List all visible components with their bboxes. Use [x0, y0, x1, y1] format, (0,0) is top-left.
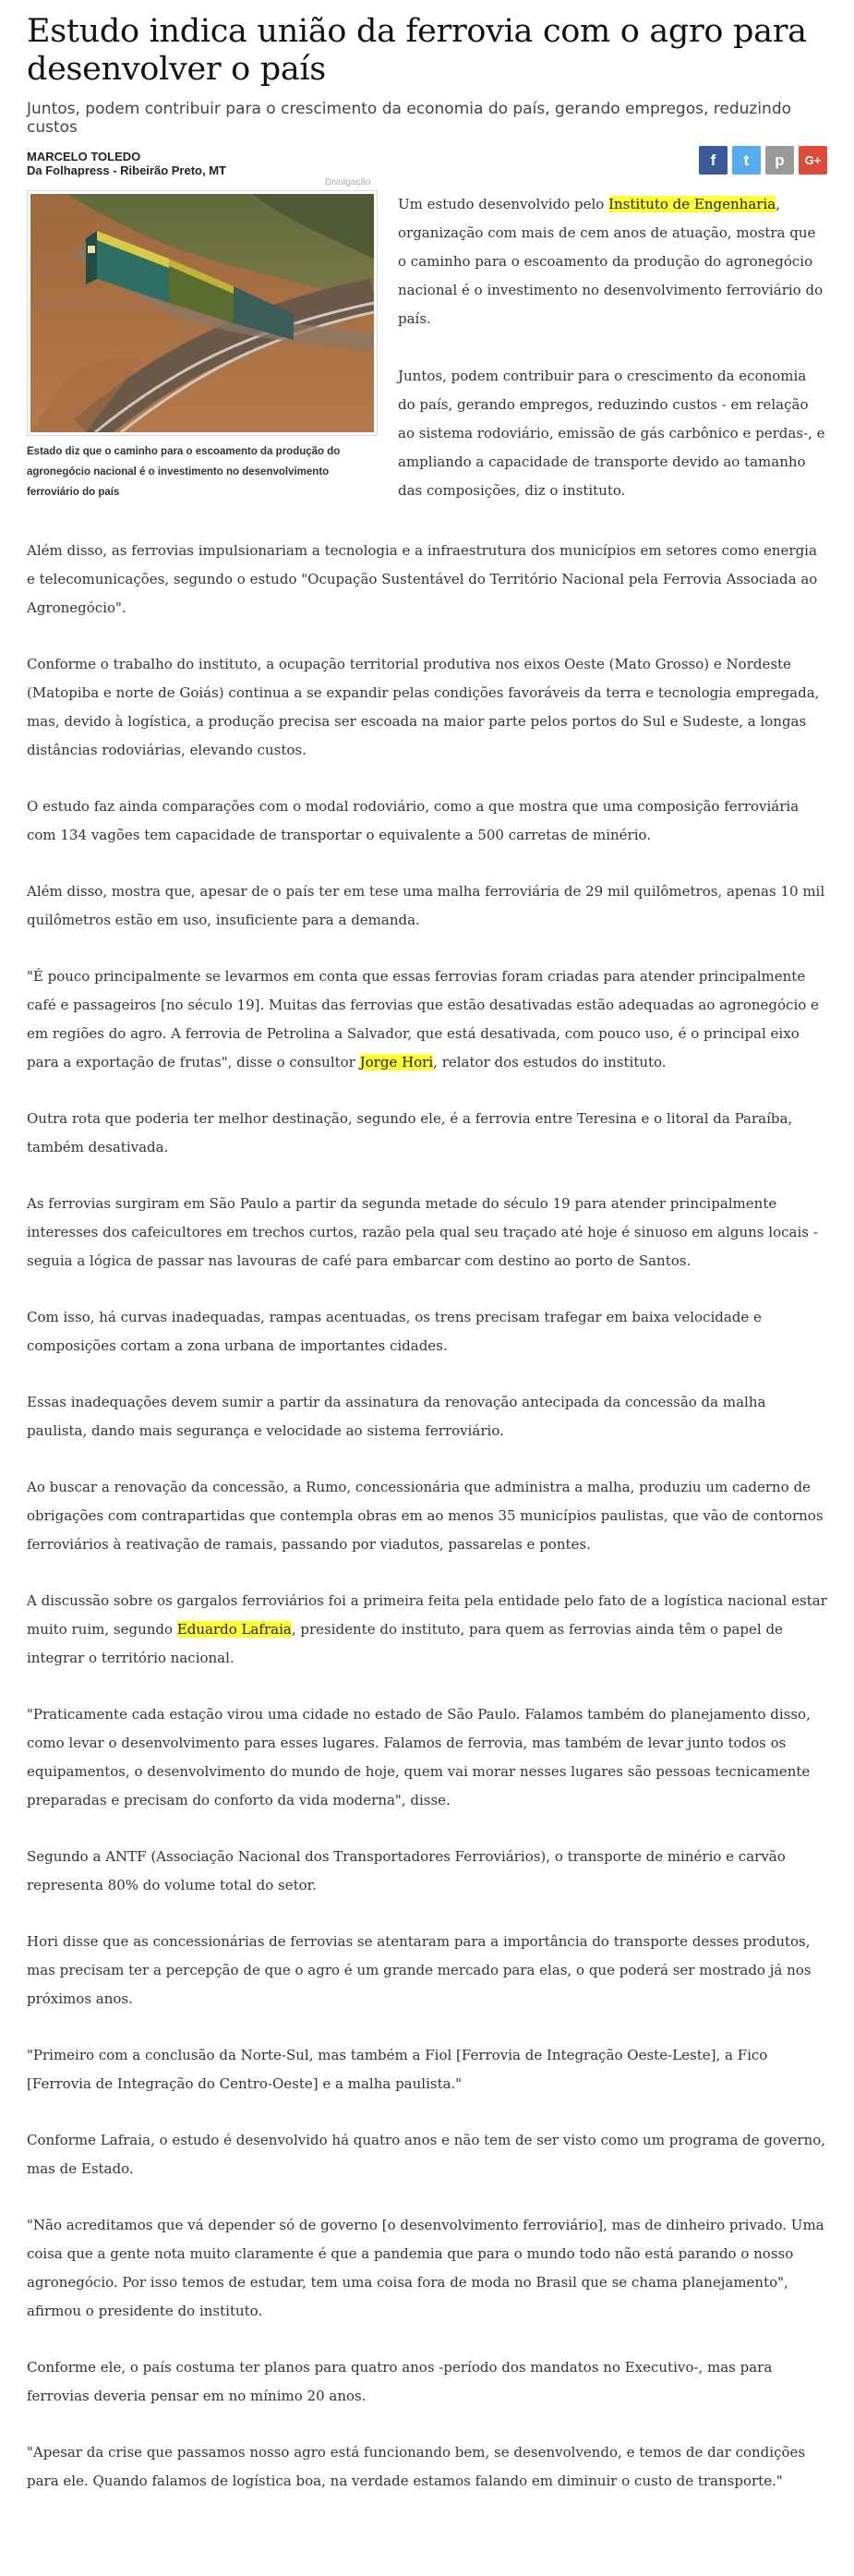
paragraph: Conforme o trabalho do instituto, a ocupação territorial produtiva nos eixos Oeste (Mato Grosso) e Nordeste (Matopiba e norte de Goiás) continua a se expandir pelas condições favoráveis da terra e tecnologia empregada, mas, devido à logística, a produção precisa ser escoada na maior parte pelos portos do Sul e Sudeste, a longas distâncias rodoviárias, elevando custos. — [27, 656, 820, 758]
paragraph: Hori disse que as concessionárias de ferrovias se atentaram para a importância do transporte desses produtos, mas precisam ter a percepção de que o agro é um grande mercado para elas, o que poderá ser mostrado já nos próximos anos. — [27, 1933, 812, 2007]
paragraph: Além disso, as ferrovias impulsionariam a tecnologia e a infraestrutura dos municípios em setores como energia e telecomunicações, segundo o estudo "Ocupação Sustentável do Território Nacional pela Ferrovia Associada ao Agronegócio". — [27, 542, 818, 616]
author-source: Da Folhapress - Ribeirão Preto, MT — [27, 163, 226, 177]
paragraph: Além disso, mostra que, apesar de o país ter em tese uma malha ferroviária de 29 mil quilômetros, apenas 10 mil quilômetros estão em uso, insuficiente para a demanda. — [27, 883, 825, 928]
article-title: Estudo indica união da ferrovia com o agro para desenvolver o país — [27, 13, 807, 88]
author-name: MARCELO TOLEDO — [27, 150, 141, 163]
highlight-eduardo-lafraia[interactable]: Eduardo Lafraia — [176, 1621, 292, 1638]
paragraph: Ao buscar a renovação da concessão, a Rumo, concessionária que administra a malha, produziu um caderno de obrigações com contrapartidas que contempla obras em ao menos 35 municípios paulistas, que vão de contornos ferroviários à reativação de ramais, passando por viadutos, passarelas e pontes. — [27, 1479, 824, 1553]
byline — [27, 150, 226, 177]
paragraph: A discussão sobre os gargalos ferroviários foi a primeira feita pela entidade pelo fato de a logística nacional estar muito ruim, segundo Eduardo Lafraia, presidente do instituto, para quem as ferrovias ainda têm o papel de integrar o território nacional. — [27, 1592, 827, 1666]
paragraph: "É pouco principalmente se levarmos em conta que essas ferrovias foram criadas para atender principalmente café e passageiros [no século 19]. Muitas das ferrovias que estão desativadas estão adequadas ao agronegócio e em regiões do agro. A ferrovia de Petrolina a Salvador, que está desativada, com pouco uso, é o principal eixo para a exportação de frutas", disse o consultor Jorge Hori, relator dos estudos do instituto. — [27, 968, 819, 1070]
train-photo — [27, 190, 378, 436]
lead-section — [27, 190, 827, 534]
train-illustration — [30, 194, 374, 432]
photo-credit: Divulgação — [325, 177, 371, 187]
print-icon[interactable]: p — [765, 146, 794, 175]
paragraph: Conforme Lafraia, o estudo é desenvolvido há quatro anos e não tem de ser visto como um programa de governo, mas de Estado. — [27, 2132, 826, 2177]
paragraph: Com isso, há curvas inadequadas, rampas acentuadas, os trens precisam trafegar em baixa velocidade e composições cortam a zona urbana de importantes cidades. — [27, 1309, 762, 1354]
paragraph: "Apesar da crise que passamos nosso agro está funcionando bem, se desenvolvendo, e temos de dar condições para ele. Quando falamos de logística boa, na verdade estamos falando em diminuir o custo de transporte." — [27, 2444, 806, 2489]
googleplus-share-icon[interactable]: G+ — [799, 146, 827, 175]
highlight-instituto[interactable]: Instituto de Engenharia — [608, 196, 776, 212]
paragraph: Conforme ele, o país costuma ter planos para quatro anos -período dos mandatos no Executivo-, mas para ferrovias deveria pensar em no mínimo 20 anos. — [27, 2359, 773, 2404]
paragraph: "Primeiro com a conclusão da Norte-Sul, mas também a Fiol [Ferrovia de Integração Oeste-Leste], a Fico [Ferrovia de Integração do Centro-Oeste] e a malha paulista." — [27, 2047, 768, 2092]
photo-caption: Estado diz que o caminho para o escoamento da produção do agronegócio nacional é o investimento no desenvolvimento ferroviário do país — [27, 446, 341, 498]
article-figure — [27, 190, 378, 534]
paragraph: As ferrovias surgiram em São Paulo a partir da segunda metade do século 19 para atender principalmente interesses dos cafeicultores em trechos curtos, razão pela qual seu traçado até hoje é sinuoso em alguns locais -seguia a lógica de passar nas lavouras de café para embarcar com destino ao porto de Santos. — [27, 1195, 818, 1269]
byline-row — [27, 150, 827, 190]
highlight-jorge-hori[interactable]: Jorge Hori — [359, 1054, 434, 1070]
article-subtitle: Juntos, podem contribuir para o crescimento da economia do país, gerando empregos, reduzindo custos — [27, 100, 792, 137]
paragraph: Segundo a ANTF (Associação Nacional dos Transportadores Ferroviários), o transporte de minério e carvão representa 80% do volume total do setor. — [27, 1848, 786, 1893]
twitter-share-icon[interactable]: t — [732, 146, 761, 175]
lead-text — [398, 190, 827, 534]
paragraph: "Praticamente cada estação virou uma cidade no estado de São Paulo. Falamos também do planejamento disso, como levar o desenvolvimento para esses lugares. Falamos de ferrovia, mas também de levar junto todos os equipamentos, o desenvolvimento do mundo de hoje, quem vai morar nesses lugares são pessoas tecnicamente preparadas e precisam do conforto da vida moderna", disse. — [27, 1706, 811, 1808]
article-body — [27, 537, 827, 2496]
paragraph: "Não acreditamos que vá depender só de governo [o desenvolvimento ferroviário], mas de dinheiro privado. Uma coisa que a gente nota muito claramente é que a pandemia que para o mundo todo não está parando o nosso agronegócio. Por isso temos de estudar, tem uma coisa fora de moda no Brasil que se chama planejamento", afirmou o presidente do instituto. — [27, 2217, 824, 2319]
paragraph: O estudo faz ainda comparações com o modal rodoviário, como a que mostra que uma composição ferroviária com 134 vagões tem capacidade de transportar o equivalente a 500 carretas de minério. — [27, 798, 800, 843]
paragraph: Outra rota que poderia ter melhor destinação, segundo ele, é a ferrovia entre Teresina e o litoral da Paraíba, também desativada. — [27, 1110, 793, 1155]
facebook-share-icon[interactable]: f — [699, 146, 728, 175]
share-buttons — [699, 146, 827, 175]
paragraph: Um estudo desenvolvido pelo Instituto de Engenharia, organização com mais de cem anos de atuação, mostra que o caminho para o escoamento da produção do agronegócio nacional é o investimento no desenvolvimento ferroviário do país. — [398, 196, 824, 327]
paragraph: Essas inadequações devem sumir a partir da assinatura da renovação antecipada da concessão da malha paulista, dando mais segurança e velocidade ao sistema ferroviário. — [27, 1394, 766, 1439]
paragraph: Juntos, podem contribuir para o crescimento da economia do país, gerando empregos, reduzindo custos - em relação ao sistema rodoviário, emissão de gás carbônico e perdas-, e ampliando a capacidade de transporte devido ao tamanho das composições, diz o instituto. — [398, 368, 825, 499]
